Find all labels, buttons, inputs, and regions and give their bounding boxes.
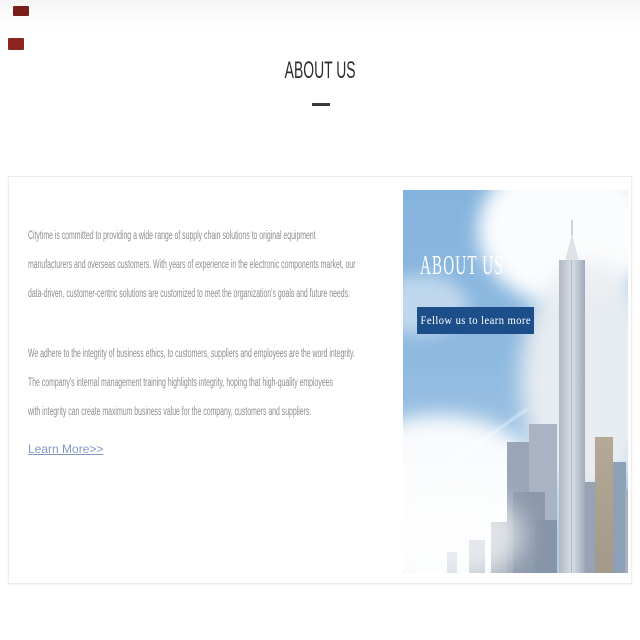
- red-marker-artifact: [13, 6, 29, 16]
- page-title: [0, 57, 640, 85]
- paragraph-line: Citytime is committed to providing a wide range of supply chain solutions to original equipment: [28, 230, 316, 242]
- red-marker-artifact: [8, 38, 24, 50]
- about-card: [8, 176, 632, 584]
- building: [595, 437, 613, 573]
- building: [585, 482, 595, 573]
- banner-follow-label: Fellow us to learn more: [420, 313, 531, 327]
- title-divider: [312, 103, 330, 106]
- paragraph-line: with integrity can create maximum business value for the company, customers and suppliers.: [28, 406, 312, 418]
- banner-title: ABOUT US: [420, 250, 504, 280]
- paragraph-line: manufacturers and overseas customers. With years of experience in the electronic components market, our: [28, 259, 356, 271]
- main-skyscraper: [559, 260, 585, 573]
- learn-more-link[interactable]: Learn More>>: [28, 442, 104, 456]
- paragraph-line: We adhere to the integrity of business ethics, to customers, suppliers and employees are the word integrity.: [28, 348, 355, 360]
- paragraph-line: The company's internal management training highlights integrity, hoping that high-quality employees: [28, 377, 333, 389]
- skyscraper-antenna: [571, 220, 573, 236]
- paragraph-line: data-driven, customer-centric solutions are customized to meet the organization's goals and future needs.: [28, 288, 350, 300]
- about-banner-image: [403, 190, 628, 573]
- banner-follow-button[interactable]: [417, 307, 534, 334]
- page-title-text: ABOUT US: [284, 57, 356, 84]
- building: [535, 520, 557, 573]
- building: [625, 490, 628, 573]
- top-section-edge: [0, 0, 640, 30]
